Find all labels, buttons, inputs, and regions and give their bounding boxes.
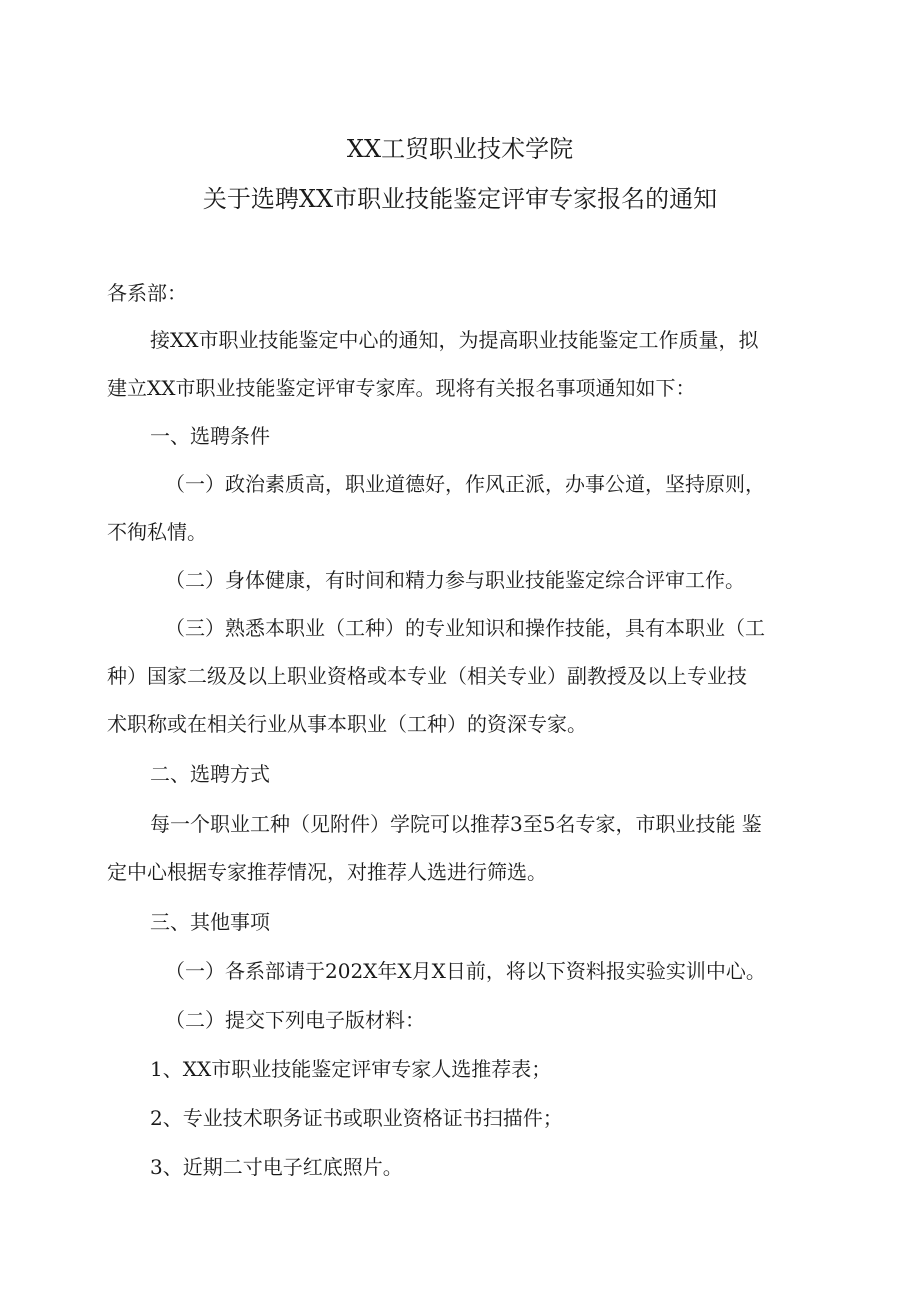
other-item-1: （一）各系部请于202X年X月X日前，将以下资料报实验实训中心。 bbox=[165, 959, 766, 983]
intro-line-2: 建立XX市职业技能鉴定评审专家库。现将有关报名事项通知如下： bbox=[107, 376, 696, 400]
section-heading-other: 三、其他事项 bbox=[150, 910, 270, 934]
document-title-school: XX工贸职业技术学院 bbox=[346, 135, 574, 163]
section-heading-method: 二、选聘方式 bbox=[150, 762, 270, 786]
condition-3-line-3: 术职称或在相关行业从事本职业（工种）的资深专家。 bbox=[107, 712, 587, 736]
condition-2-line-1: （二）身体健康，有时间和精力参与职业技能鉴定综合评审工作。 bbox=[165, 568, 745, 592]
section-heading-conditions: 一、选聘条件 bbox=[150, 424, 270, 448]
condition-1-line-1: （一）政治素质高，职业道德好，作风正派，办事公道，坚持原则， bbox=[165, 472, 765, 496]
method-line-2: 定中心根据专家推荐情况，对推荐人选进行筛选。 bbox=[107, 860, 547, 884]
material-list-item-1: 1、XX市职业技能鉴定评审专家人选推荐表； bbox=[150, 1057, 552, 1081]
intro-line-1: 接XX市职业技能鉴定中心的通知，为提高职业技能鉴定工作质量，拟 bbox=[150, 328, 759, 352]
condition-3-line-1: （三）熟悉本职业（工种）的专业知识和操作技能，具有本职业（工 bbox=[165, 616, 765, 640]
method-line-1: 每一个职业工种（见附件）学院可以推荐3至5名专家，市职业技能 鉴 bbox=[150, 812, 762, 836]
other-item-2: （二）提交下列电子版材料： bbox=[165, 1008, 425, 1032]
condition-1-line-2: 不徇私情。 bbox=[107, 520, 207, 544]
condition-3-line-2: 种）国家二级及以上职业资格或本专业（相关专业）副教授及以上专业技 bbox=[107, 664, 747, 688]
document-title-notice: 关于选聘XX市职业技能鉴定评审专家报名的通知 bbox=[202, 185, 718, 213]
material-list-item-2: 2、专业技术职务证书或职业资格证书扫描件； bbox=[150, 1106, 563, 1130]
material-list-item-3: 3、近期二寸电子红底照片。 bbox=[150, 1155, 403, 1179]
salutation: 各系部： bbox=[107, 281, 187, 305]
